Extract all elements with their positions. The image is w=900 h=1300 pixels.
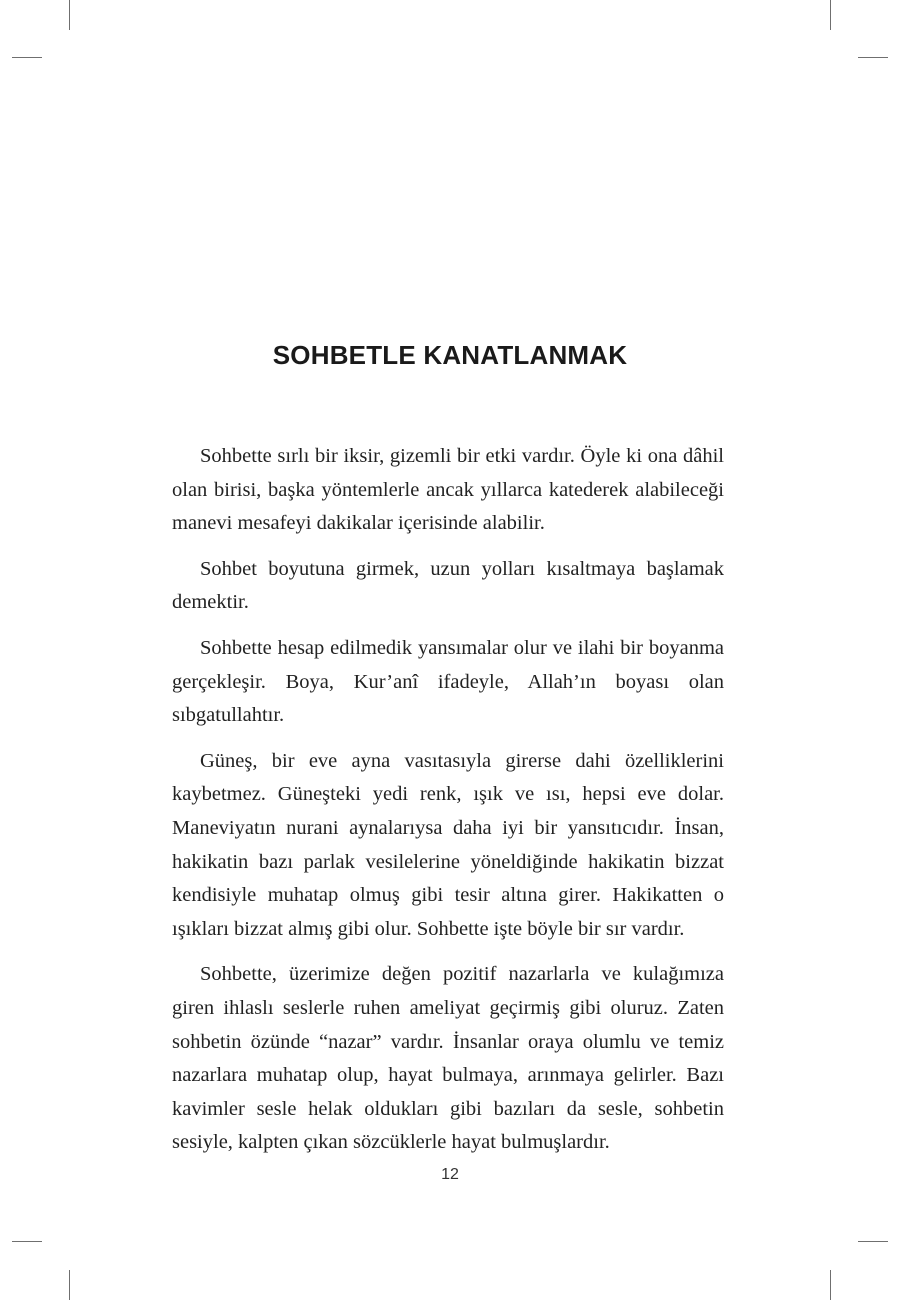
paragraph: Güneş, bir eve ayna vasıtasıyla girerse dahi özelliklerini kaybetmez. Güneşteki yedi renk, ışık ve ısı, hepsi eve dolar. Maneviyatın nurani aynalarıysa daha iyi bir yansıtıcıdır. İnsan, hakikatin bazı parlak vesilelerine yöneldiğinde hakikatin bizzat kendisiyle muhatap olmuş gibi tesir altına girer. Hakikatten o ışıkları bizzat almış gibi olur. Sohbette işte böyle bir sır vardır. (172, 749, 724, 940)
crop-mark-top-left-horizontal (12, 57, 42, 58)
paragraph: Sohbette, üzerimize değen pozitif nazarlarla ve kulağımıza giren ihlaslı seslerle ruhen ameliyat geçirmiş gibi oluruz. Zaten sohbetin özünde “nazar” vardır. İnsanlar oraya olumlu ve temiz nazarlara muhatap olup, hayat bulmaya, arınmaya gelirler. Bazı kavimler sesle helak oldukları gibi bazıları da sesle, sohbetin sesiyle, kalpten çıkan sözcüklerle hayat bulmuşlardır. (172, 963, 724, 1154)
crop-mark-top-right-vertical (830, 0, 831, 30)
crop-mark-bottom-left-vertical (69, 1270, 70, 1300)
crop-mark-top-left-vertical (69, 0, 70, 30)
chapter-title: SOHBETLE KANATLANMAK (272, 340, 628, 370)
crop-mark-bottom-right-horizontal (858, 1241, 888, 1242)
paragraph: Sohbette hesap edilmedik yansımalar olur ve ilahi bir boyanma gerçekleşir. Boya, Kur’anî ifadeyle, Allah’ın boyası olan sıbgatullahtır. (172, 636, 724, 727)
body-text (172, 440, 724, 1172)
crop-mark-bottom-left-horizontal (12, 1241, 42, 1242)
crop-mark-top-right-horizontal (858, 57, 888, 58)
crop-mark-bottom-right-vertical (830, 1270, 831, 1300)
page-number: 12 (441, 1166, 459, 1183)
paragraph: Sohbette sırlı bir iksir, gizemli bir etki vardır. Öyle ki ona dâhil olan birisi, başka yöntemlerle ancak yıllarca katederek alabileceği manevi mesafeyi dakikalar içerisinde alabilir. (172, 445, 724, 535)
paragraph: Sohbet boyutuna girmek, uzun yolları kısaltmaya başlamak demektir. (172, 557, 724, 614)
